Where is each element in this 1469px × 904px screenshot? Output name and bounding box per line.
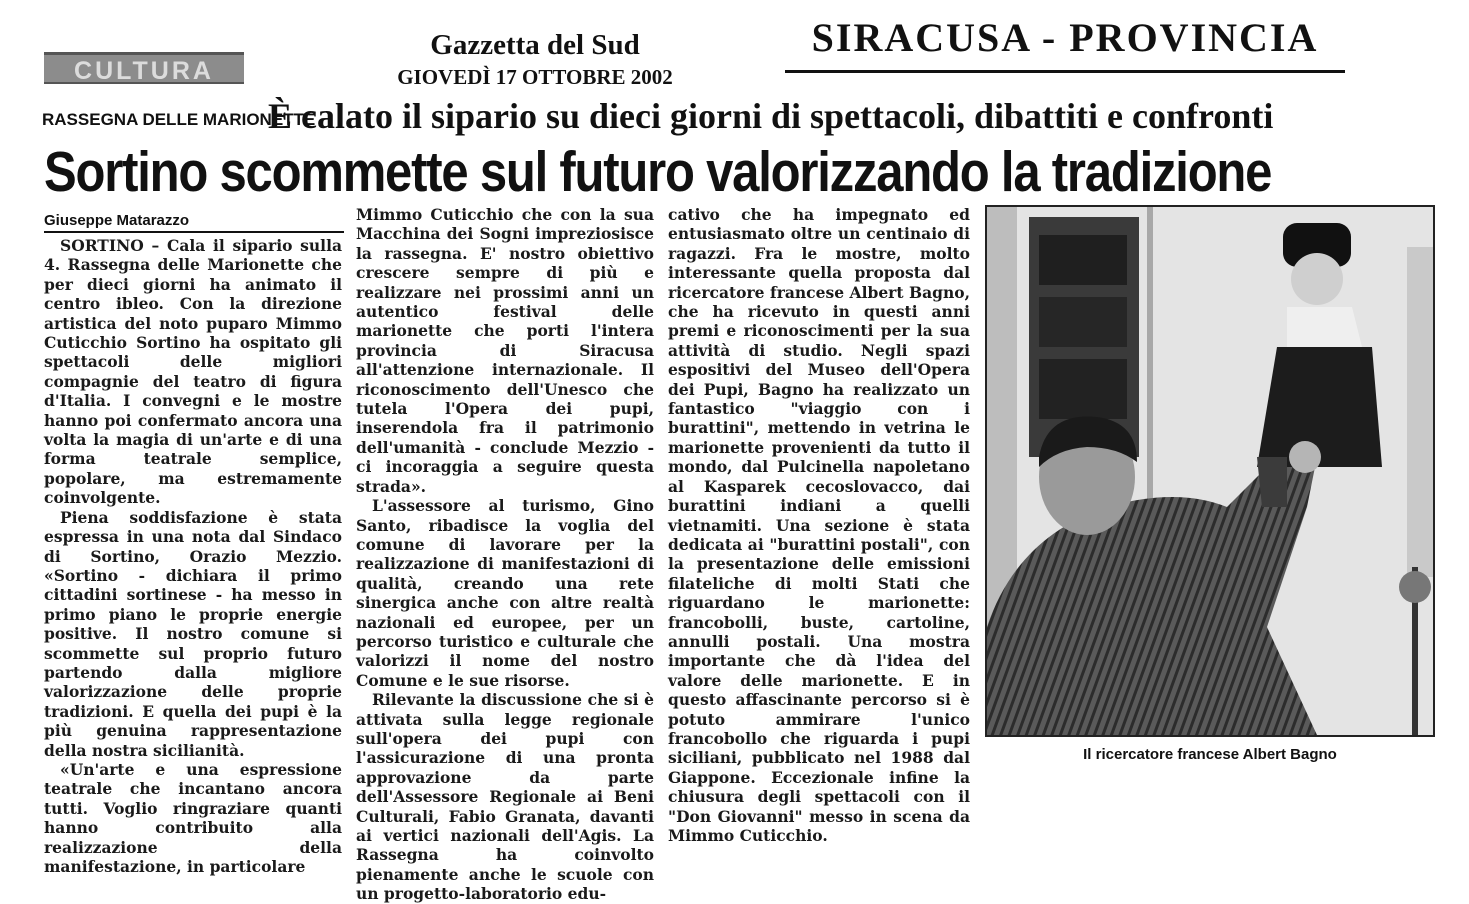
section-tag: CULTURA [44, 52, 244, 84]
article-byline: Giuseppe Matarazzo [44, 212, 344, 233]
paragraph: SORTINO – Cala il sipario sulla 4. Rassegna delle Marionette che per dieci giorni ha animato il centro ibleo. Con la direzione artistica del noto puparo Mimmo Cuticchio Sortino ha ospitato gli spettacoli delle migliori compagnie del teatro di figura d'Italia. I convegni e le mostre hanno poi confermato ancora una volta la magia di un'arte e di una forma teatrale semplice, popolare, ma estremamente coinvolgente. [44, 236, 342, 508]
paragraph: «Un'arte e una espressione teatrale che incantano ancora tutti. Voglio ringraziare quanti hanno contribuito alla realizzazione della manifestazione, in particolare [44, 759, 342, 876]
article-column-2 [356, 205, 654, 904]
paragraph: cativo che ha impegnato ed entusiasmato oltre un centinaio di ragazzi. Fra le mostre, molto interessante quella proposta dal ricercatore francese Albert Bagno, che ha ricevuto in questi anni premi e riconoscimenti per la sua attività di studio. Negli spazi espositivi del Museo dell'Opera dei Pupi, Bagno ha realizzato un fantastico "viaggio con i burattini", mettendo in vetrina le marionette provenienti da tutto il mondo, dal Pulcinella napoletano al Kasparek cecoslovacco, dai burattini indiani a quelli vietnamiti. Una sezione è stata dedicata ai "burattini postali", con la presentazione delle emissioni filateliche di molti Stati che riguardano le marionette: francobolli, buste, cartoline, annulli postali. Una mostra importante che dà l'idea del valore delle marionette. E in questo affascinante percorso si è potuto ammirare l'unico francobollo che riguarda i pupi siciliani, pubblicato nel 1988 dal Giappone. Eccezionale infine la chiusura degli spettacoli con il "Don Giovanni" messo in scena da Mimmo Cuticchio. [668, 205, 970, 845]
photo-caption: Il ricercatore francese Albert Bagno [1083, 746, 1337, 763]
publication-date: GIOVEDÌ 17 OTTOBRE 2002 [397, 65, 673, 89]
paragraph: Rilevante la discussione che si è attivata sulla legge regionale sull'opera dei pupi con l'assicurazione di una pronta approvazione da parte dell'Assessore Regionale ai Beni Culturali, Fabio Granata, davanti ai vertici nazionali dell'Agis. La Rassegna ha coinvolto pienamente anche le scuole con un progetto-laboratorio edu- [356, 690, 654, 904]
newspaper-name: Gazzetta del Sud [430, 29, 640, 61]
paragraph: Piena soddisfazione è stata espressa in una nota dal Sindaco di Sortino, Orazio Mezzio. «Sortino - dichiara il primo cittadini sortinese - ha messo in primo piano le proprie energie positive. Il nostro comune si scommette sul proprio futuro partendo dalla migliore valorizzazione delle proprie tradizioni. E quella dei pupi è la più genuina rappresentazione della nostra sicilianità. [44, 507, 342, 760]
region-rule [785, 70, 1345, 73]
article-column-1 [44, 236, 342, 876]
article-headline: Sortino scommette sul futuro valorizzando la tradizione [44, 141, 1272, 204]
paragraph: Mimmo Cuticchio che con la sua Macchina dei Sogni impreziosisce la rassegna. E' nostro obiettivo crescere sempre di più e realizzare nei prossimi anni un autentico festival delle marionette che porti l'intera provincia di Siracusa all'attenzione internazionale. Il riconoscimento dell'Unesco che tutela l'Opera dei pupi, inserendola fra il patrimonio dell'umanità - conclude Mezzio - ci incoraggia a seguire questa strada». [356, 205, 654, 496]
article-photo [985, 205, 1435, 737]
region-header: SIRACUSA - PROVINCIA [811, 15, 1319, 60]
article-kicker: RASSEGNA DELLE MARIONETTE [42, 110, 316, 129]
article-subheadline: È calato il sipario su dieci giorni di spettacoli, dibattiti e confronti [268, 96, 1274, 136]
paragraph: L'assessore al turismo, Gino Santo, ribadisce la voglia del comune di lavorare per la realizzazione di manifestazioni di qualità, creando una rete sinergica anche con altre realtà nazionali ed europee, per un percorso turistico e culturale che valorizzi il nome del nostro Comune e le sue risorse. [356, 496, 654, 690]
article-column-3 [668, 205, 970, 845]
